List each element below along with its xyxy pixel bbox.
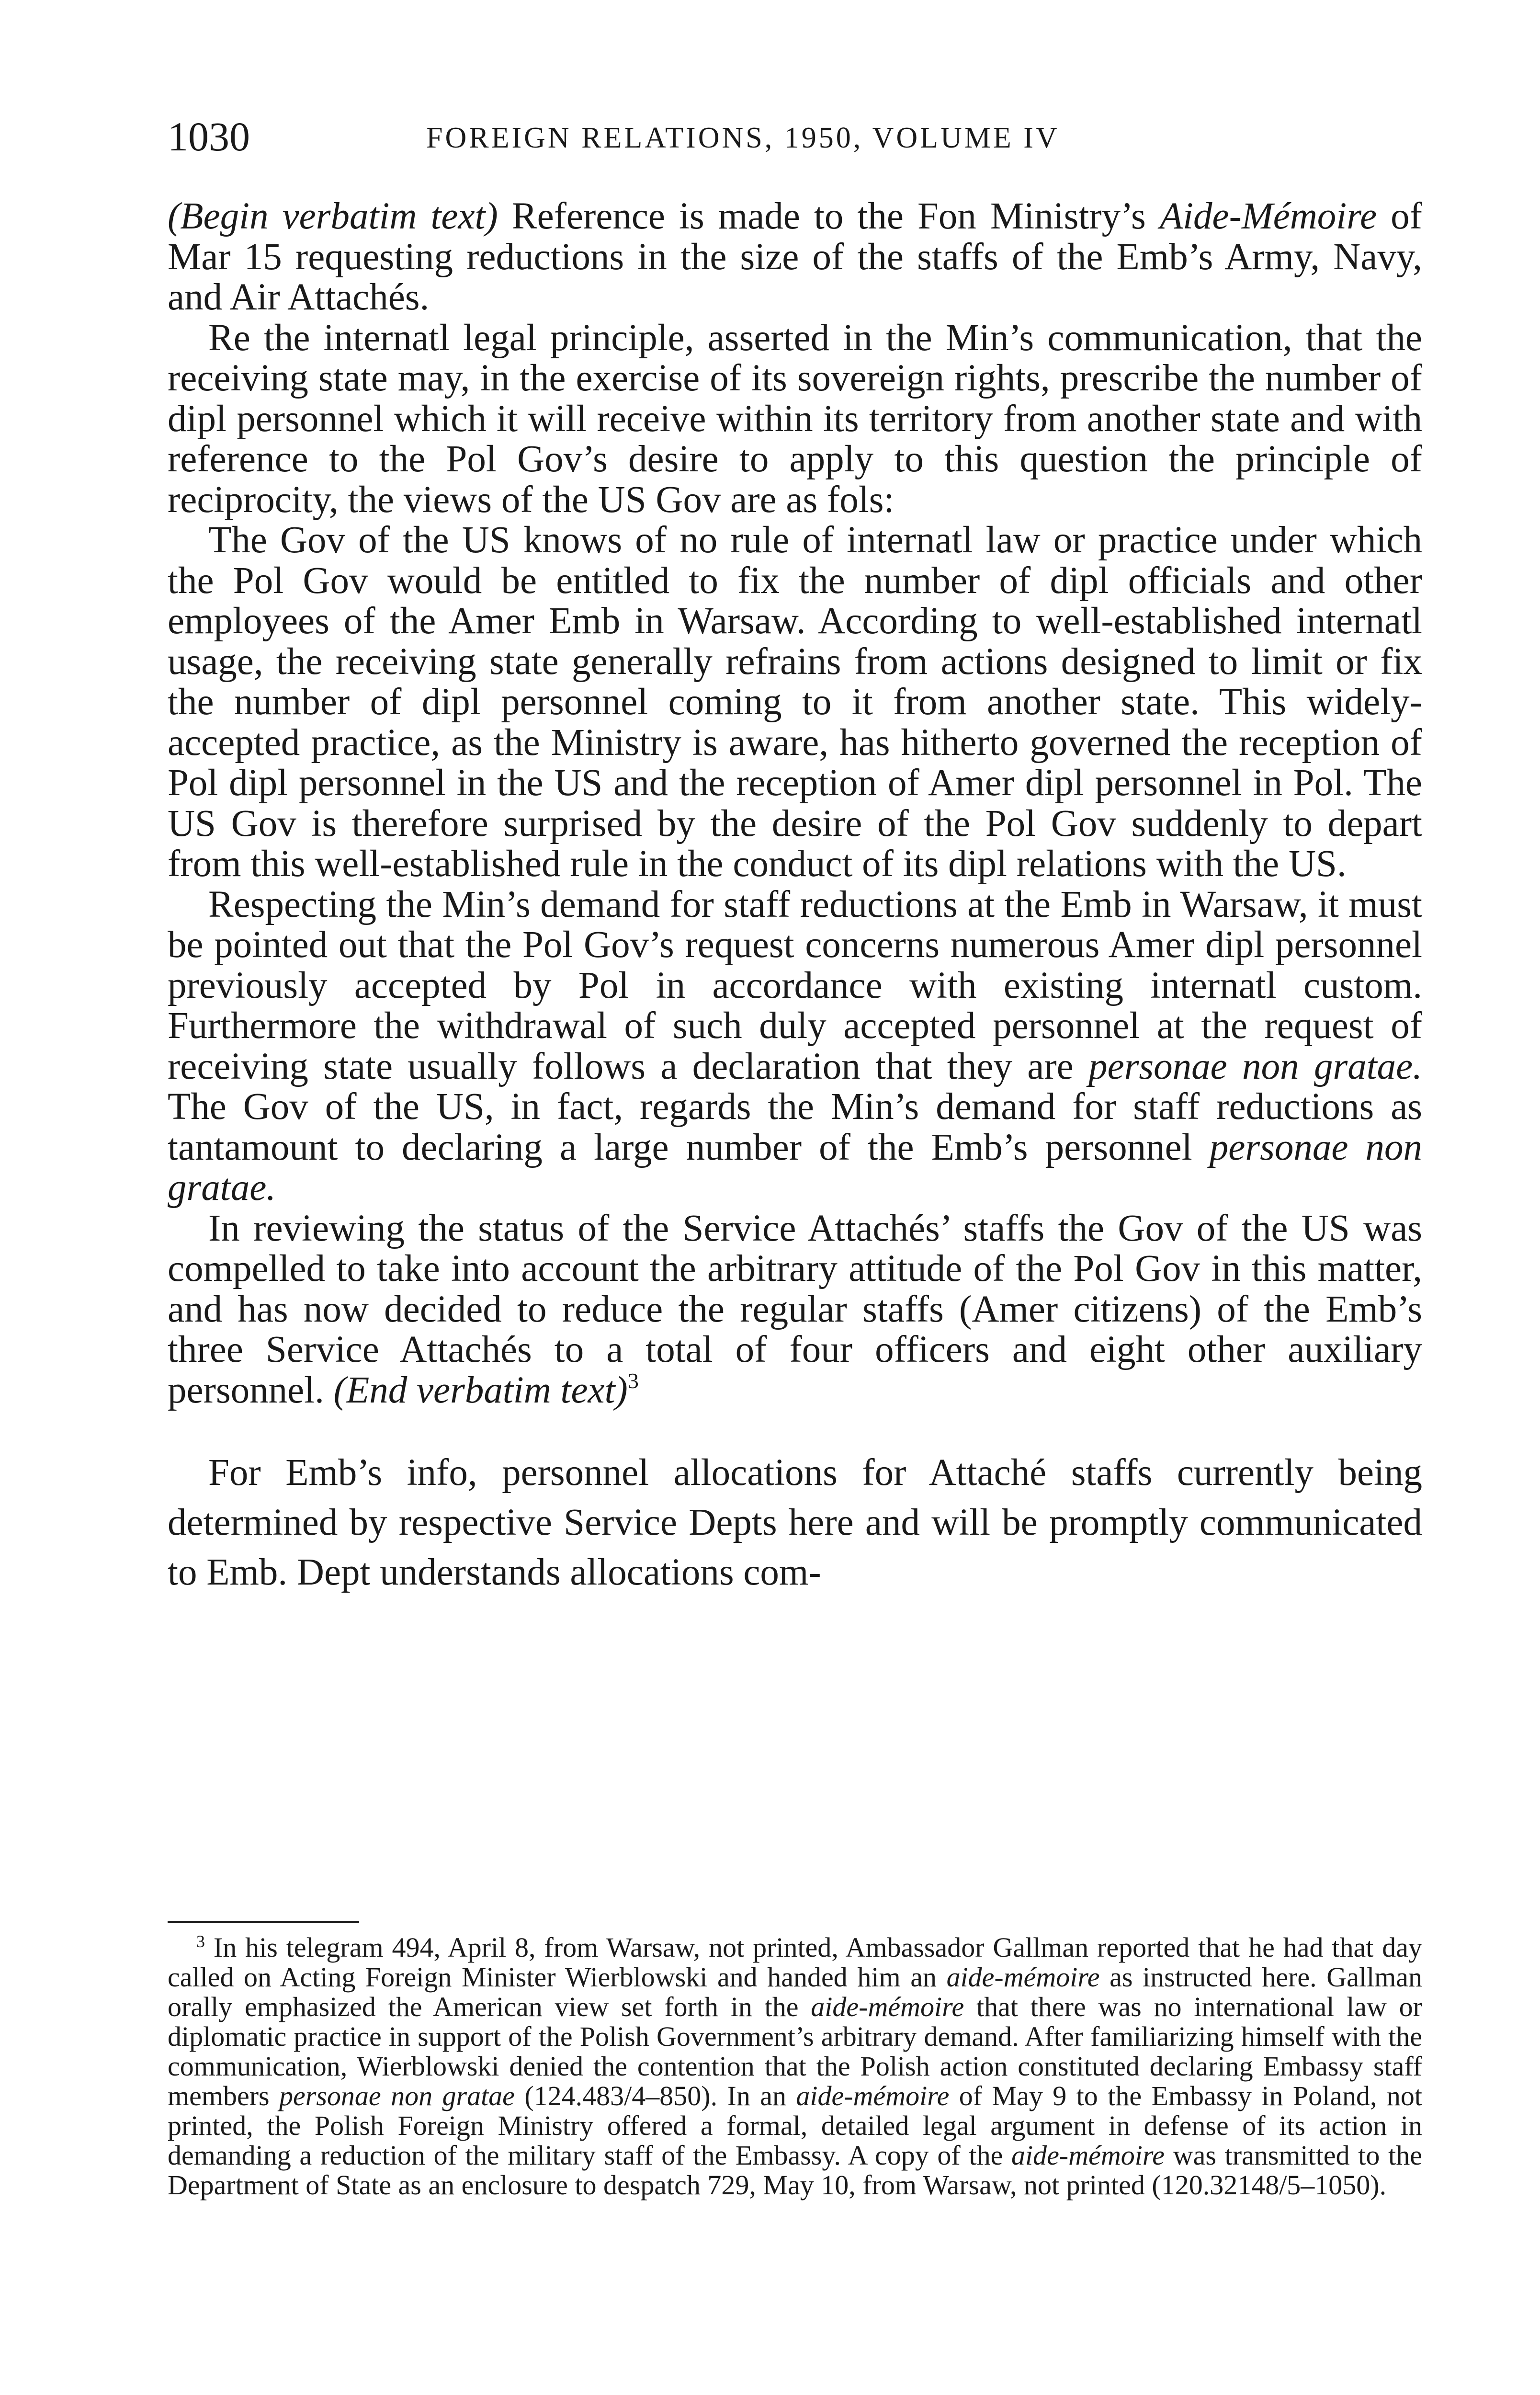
footnote: [168, 1933, 1422, 2200]
aide-memoire-term: Aide-Mémoire: [1159, 195, 1377, 237]
footnote-reference[interactable]: 3: [627, 1368, 639, 1393]
paragraph-3: The Gov of the US knows of no rule of internatl law or practice under which the Pol Gov would be entitled to fix the number of dipl officials and other employees of the Amer Emb in Warsaw. According to well-established internatl usage, the receiving state generally refrains from actions designed to limit or fix the number of dipl personnel coming to it from another state. This widely-accepted practice, as the Ministry is aware, has hitherto governed the reception of Pol dipl personnel in the US and the reception of Amer dipl personnel in Pol. The US Gov is therefore surprised by the desire of the Pol Gov suddenly to depart from this well-established rule in the conduct of its dipl relations with the US.: [168, 519, 1422, 885]
page-header: [168, 113, 1422, 165]
begin-verbatim-marker: (Begin verbatim text): [168, 195, 498, 237]
footnote-divider: [168, 1921, 359, 1923]
footnote-number: 3: [196, 1932, 205, 1951]
page-number: 1030: [168, 114, 250, 160]
paragraph-5: In reviewing the status of the Service Attachés’ staffs the Gov of the US was compelled to take into account the arbitrary attitude of the Pol Gov in this matter, and has now decided to reduce the regular staffs (Amer citizens) of the Emb’s three Service Attachés to a total of four officers and eight other auxiliary personnel. (End verbatim text)$^3$: [168, 1207, 1422, 1411]
running-title: FOREIGN RELATIONS, 1950, VOLUME IV: [426, 122, 1060, 154]
body-text: [168, 196, 1422, 1597]
end-verbatim-marker: (End verbatim text): [333, 1369, 628, 1411]
instruction-block: [168, 1448, 1422, 1597]
paragraph-4: Respecting the Min’s demand for staff reductions at the Emb in Warsaw, it must be pointed out that the Pol Gov’s request concerns numerous Amer dipl personnel previously accepted by Pol in accordance with existing internatl custom. Furthermore the withdrawal of such duly accepted personnel at the request of receiving state usually follows a declaration that they are personae non gratae. The Gov of the US, in fact, regards the Min’s demand for staff reductions as tantamount to declaring a large number of the Emb’s personnel personae non gratae.: [168, 883, 1422, 1209]
personae-non-gratae-term: personae non gratae.: [1088, 1045, 1422, 1087]
footnote-3: $^3$ In his telegram 494, April 8, from Warsaw, not printed, Ambassador Gallman reported that he had that day called on Acting Foreign Minister Wierblowski and handed him an aide-mémoire as instructed here. Gallman orally emphasized the American view set forth in the aide-mémoire that there was no international law or diplomatic practice in support of the Polish Government’s arbitrary demand. After familiarizing himself with the communication, Wierblowski denied the contention that the Polish action constituted declaring Embassy staff members personae non gratae (124.483/4–850). In an aide-mémoire of May 9 to the Embassy in Poland, not printed, the Polish Foreign Ministry offered a formal, detailed legal argument in defense of its action in demanding a reduction of the military staff of the Embassy. A copy of the aide-mémoire was transmitted to the Department of State as an enclosure to despatch 729, May 10, from Warsaw, not printed (120.32148/5–1050).: [168, 1932, 1422, 2201]
paragraph-1: (Begin verbatim text) Reference is made to the Fon Ministry’s Aide-Mémoire of Mar 15 requesting reductions in the size of the staffs of the Emb’s Army, Navy, and Air Attachés.: [168, 195, 1422, 318]
personae-non-gratae-term: personae non gratae.: [168, 1126, 1422, 1209]
paragraph-2: Re the internatl legal principle, asserted in the Min’s communication, that the receiving state may, in the exercise of its sovereign rights, prescribe the number of dipl personnel which it will receive within its territory from another state and with reference to the Pol Gov’s desire to apply to this question the principle of reciprocity, the views of the US Gov are as fols:: [168, 317, 1422, 521]
paragraph-6: For Emb’s info, personnel allocations for Attaché staffs currently being determined by respective Service Depts here and will be promptly communicated to Emb. Dept understands allocations com-: [168, 1452, 1422, 1593]
